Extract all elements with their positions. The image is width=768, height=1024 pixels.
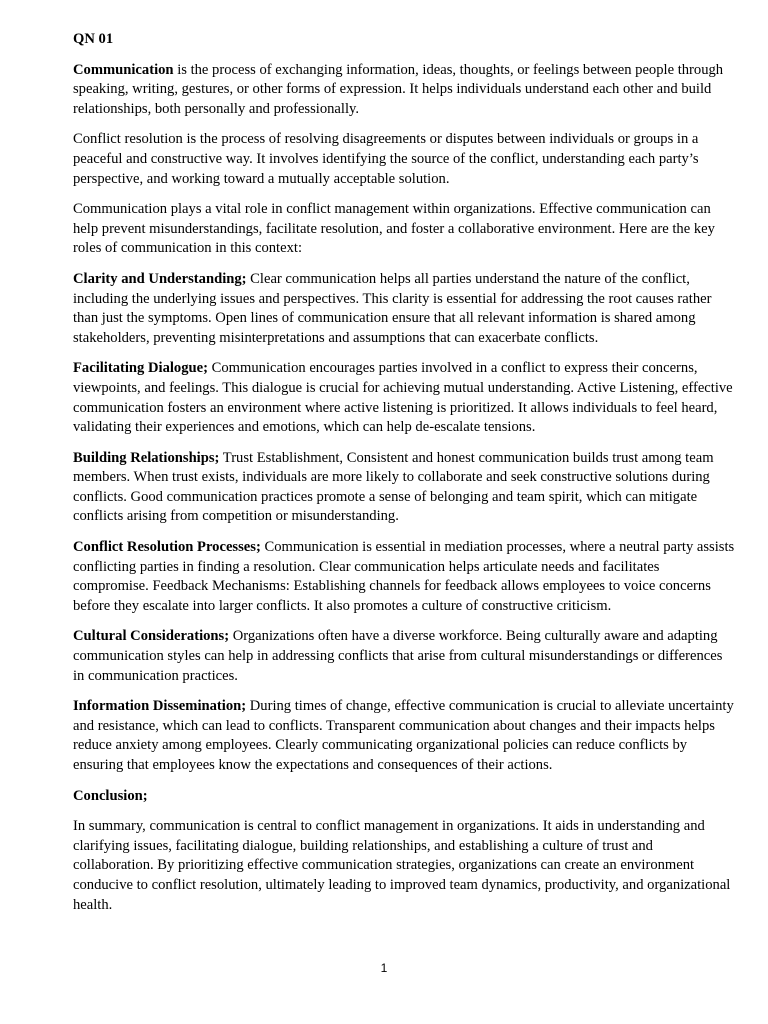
paragraph-text: During times of change, effective communication is crucial to alleviate uncertainty and resistance, which can lead to conflicts. Transparent communication about changes and their impacts helps reduce anxiety among employees. Clearly communicating organizational policies can reduce conflicts by ensuring that employees know the expectations and consequences of their actions. (73, 698, 734, 773)
paragraph-text: In summary, communication is central to conflict management in organizations. It aids in understanding and clarifying issues, facilitating dialogue, building relationships, and establishing a culture of trust and collaboration. By prioritizing effective communication strategies, organizations can create an environment conducive to conflict resolution, ultimately leading to improved team dynamics, productivity, and organizational health. (73, 818, 731, 913)
paragraph-lead: Cultural Considerations; (73, 628, 230, 645)
paragraph-introduction (73, 200, 737, 259)
paragraph-lead: Facilitating Dialogue; (73, 360, 208, 377)
paragraph-information-dissemination (73, 697, 737, 775)
paragraph-lead: Clarity and Understanding; (73, 270, 247, 287)
paragraph-text: Organizations often have a diverse workforce. Being culturally aware and adapting communication styles can help in addressing conflicts that arise from cultural misunderstandings or differences in communication practices. (73, 628, 723, 684)
paragraph-communication-definition (73, 61, 737, 120)
page-number: 1 (380, 961, 388, 975)
paragraph-lead: Conflict Resolution Processes; (73, 539, 261, 556)
paragraph-text: Communication is essential in mediation processes, where a neutral party assists conflicting parties in finding a resolution. Clear communication helps articulate needs and facilitates compromise. Feedback Mechanisms: Establishing channels for feedback allows employees to voice concerns before they escalate into larger conflicts. It also promotes a culture of constructive criticism. (73, 539, 735, 614)
paragraph-text: Communication encourages parties involved in a conflict to express their concerns, viewpoints, and feelings. This dialogue is crucial for achieving mutual understanding. Active Listening, effective communication fosters an environment where active listening is prioritized. It allows individuals to feel heard, validating their experiences and emotions, which can help de-escalate tensions. (73, 360, 733, 436)
paragraph-lead: Information Dissemination; (73, 698, 247, 715)
document-page (73, 30, 737, 926)
paragraph-conflict-resolution-definition (73, 130, 737, 189)
paragraph-conclusion (73, 817, 737, 915)
paragraph-text: is the process of exchanging information, ideas, thoughts, or feelings between people through speaking, writing, gestures, or other forms of expression. It helps individuals understand each other and build relationships, both personally and professionally. (73, 61, 724, 117)
paragraph-text: Clear communication helps all parties understand the nature of the conflict, including the underlying issues and perspectives. This clarity is essential for addressing the root causes rather than just the symptoms. Open lines of communication ensure that all relevant information is shared among stakeholders, preventing misinterpretations and assumptions that can exacerbate conflicts. (73, 270, 712, 346)
paragraph-building-relationships (73, 449, 737, 527)
paragraph-lead: Communication (73, 61, 174, 78)
paragraph-text: Communication plays a vital role in conflict management within organizations. Effective communication can help prevent misunderstandings, facilitate resolution, and foster a collaborative environment. Here are the key roles of communication in this context: (73, 201, 715, 257)
question-heading: QN 01 (73, 31, 114, 47)
paragraph-facilitating-dialogue (73, 359, 737, 437)
paragraph-cultural-considerations (73, 627, 737, 686)
conclusion-heading (73, 787, 737, 807)
paragraph-text: Conflict resolution is the process of resolving disagreements or disputes between individuals or groups in a peaceful and constructive way. It involves identifying the source of the conflict, understanding each party’s perspective, and working toward a mutually acceptable solution. (73, 131, 699, 187)
paragraph-lead: Conclusion; (73, 787, 148, 804)
paragraph-clarity-understanding (73, 270, 737, 348)
paragraph-conflict-resolution-processes (73, 538, 737, 616)
paragraph-lead: Building Relationships; (73, 449, 220, 466)
paragraph-text: Trust Establishment, Consistent and honest communication builds trust among team members. When trust exists, individuals are more likely to collaborate and seek constructive solutions during conflicts. Good communication practices promote a sense of belonging and team spirit, which can mitigate conflicts arising from competition or misunderstanding. (73, 449, 714, 525)
